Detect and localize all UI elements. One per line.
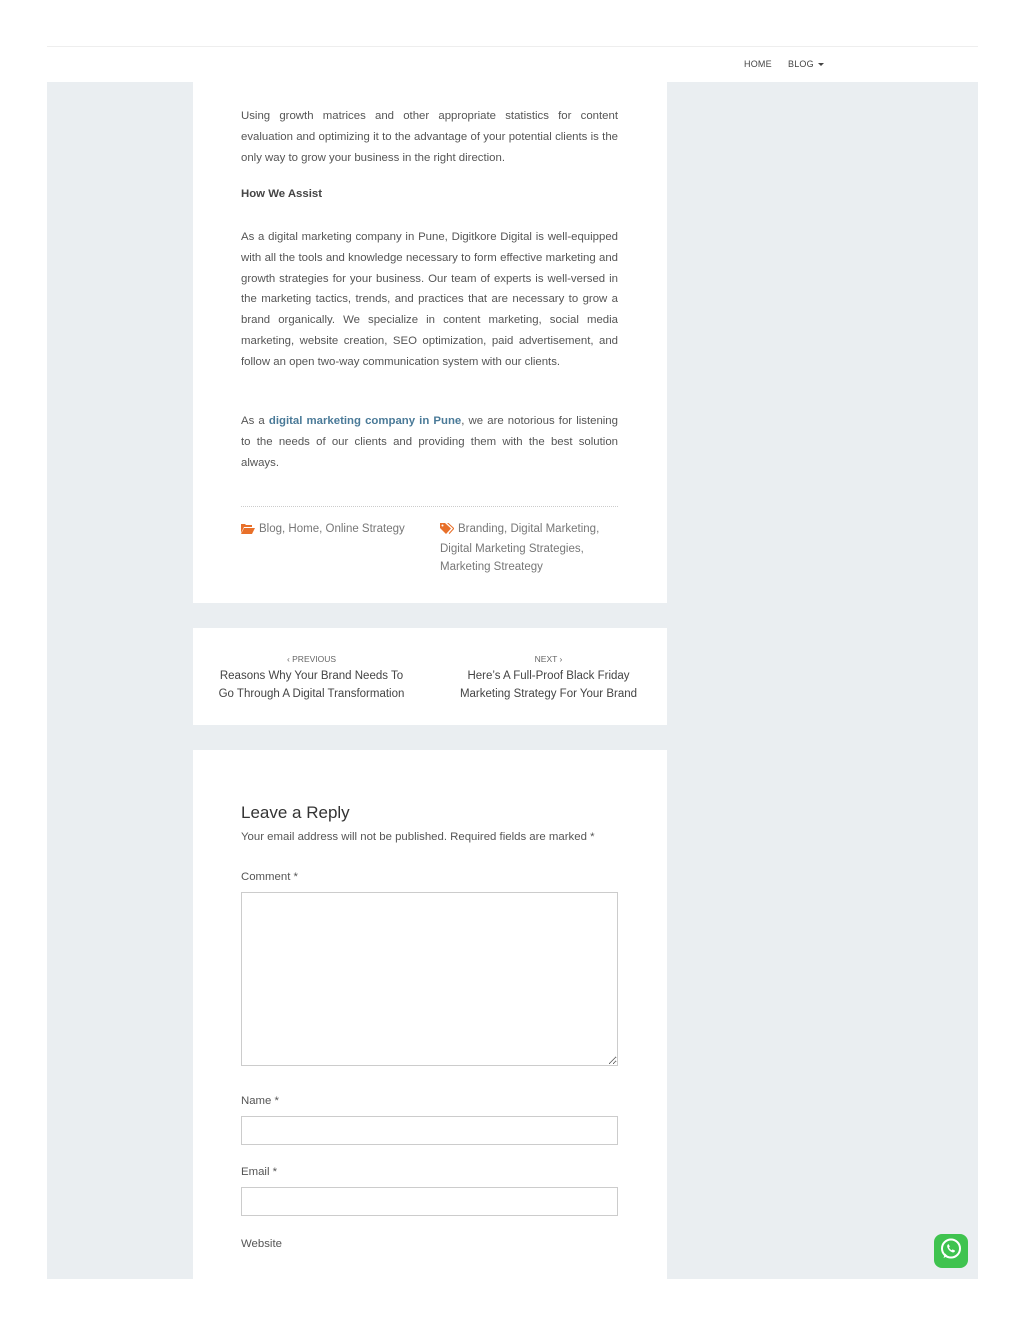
post-navigation — [193, 628, 667, 725]
whatsapp-icon — [939, 1237, 963, 1266]
article-subheading: How We Assist — [241, 188, 323, 200]
category-link[interactable]: Online Strategy — [325, 523, 405, 535]
comment-label: Comment * — [241, 871, 298, 883]
previous-label: ‹ PREVIOUS — [286, 654, 337, 664]
article-paragraph-1: Using growth matrices and other appropriate statistics for content evaluation and optimizing it to the advantage of your potential clients is the only way to grow your business in the right direction. — [241, 110, 618, 164]
tag-link[interactable]: Digital Marketing — [510, 523, 597, 535]
post-categories: Blog, Home, Online Strategy — [241, 520, 431, 540]
next-post-link[interactable] — [430, 654, 667, 703]
required-fields-note: Your email address will not be published. Required fields are marked * — [241, 831, 595, 843]
previous-post-title: Reasons Why Your Brand Needs To Go Through A Digital Transformation — [218, 670, 405, 700]
nav-home[interactable]: HOME — [744, 59, 772, 69]
article-paragraph-3: As a digital marketing company in Pune, we are notorious for listening to the needs of our clients and providing them with the best solution always. — [241, 415, 618, 469]
name-input[interactable] — [241, 1116, 618, 1145]
previous-post-link[interactable] — [193, 654, 430, 703]
nav-blog[interactable]: BLOG — [788, 59, 824, 69]
tags-icon — [440, 522, 454, 540]
folder-open-icon — [241, 522, 255, 540]
article-link[interactable]: digital marketing company in Pune — [268, 415, 462, 427]
category-link[interactable]: Home — [288, 523, 320, 535]
tag-link[interactable]: Branding — [458, 523, 505, 535]
name-label: Name * — [241, 1095, 279, 1107]
comment-textarea[interactable] — [241, 892, 618, 1066]
meta-divider — [241, 506, 618, 507]
caret-down-icon — [818, 63, 824, 66]
email-input[interactable] — [241, 1187, 618, 1216]
email-label: Email * — [241, 1166, 278, 1178]
category-link[interactable]: Blog — [259, 523, 283, 535]
tag-link[interactable]: Digital Marketing Strategies — [440, 543, 581, 555]
reply-heading: Leave a Reply — [241, 803, 350, 822]
comment-form-card — [193, 750, 667, 1279]
post-tags: Branding, Digital Marketing, Digital Marketing Strategies, Marketing Streategy — [440, 523, 600, 573]
top-navbar — [47, 46, 978, 82]
article-paragraph-2: As a digital marketing company in Pune, Digitkore Digital is well-equipped with all the tools and knowledge necessary to form effective marketing and growth strategies for your business. Our team of experts is well-versed in the marketing tactics, trends, and practices that are necessary to grow a brand organically. We specialize in content marketing, social media marketing, website creation, SEO optimization, paid advertisement, and follow an open two-way communication system with our clients. — [241, 231, 618, 368]
next-post-title: Here’s A Full-Proof Black Friday Marketing Strategy For Your Brand — [459, 670, 638, 700]
tag-link[interactable]: Marketing Streategy — [440, 561, 543, 573]
website-label: Website — [241, 1238, 282, 1250]
next-label: NEXT › — [534, 654, 563, 664]
whatsapp-chat-button[interactable] — [934, 1234, 968, 1268]
